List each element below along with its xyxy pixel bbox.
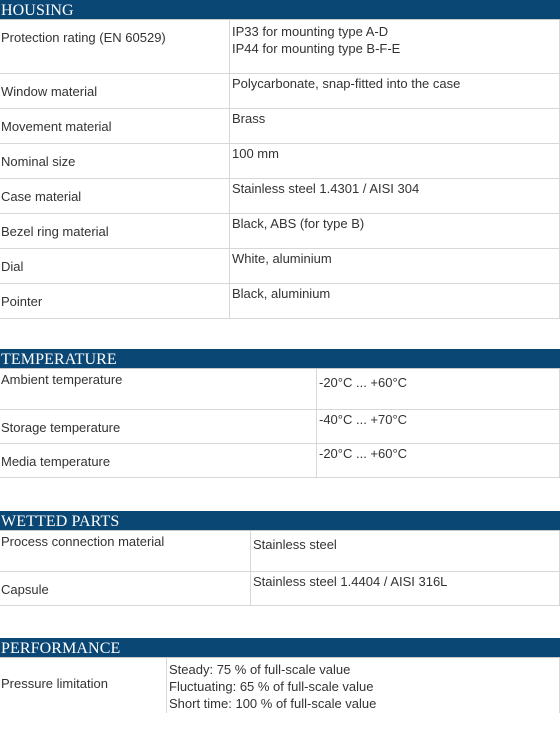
spec-row xyxy=(0,572,560,606)
spec-value xyxy=(316,369,560,409)
spec-value-line: Brass xyxy=(232,111,266,126)
spec-label: Nominal size xyxy=(1,154,76,169)
spec-row xyxy=(0,444,560,478)
wetted-parts-section xyxy=(0,511,560,606)
temperature-section xyxy=(0,349,560,478)
spec-value xyxy=(229,214,560,248)
spec-row xyxy=(0,284,560,319)
spec-row xyxy=(0,20,560,74)
spec-label: Protection rating (EN 60529) xyxy=(1,30,166,45)
spec-row xyxy=(0,74,560,109)
spec-value-line: Black, ABS (for type B) xyxy=(232,216,365,231)
spec-row xyxy=(0,410,560,444)
spec-value-line: Polycarbonate, snap-fitted into the case xyxy=(232,76,461,91)
spec-value-line: Stainless steel 1.4404 / AISI 316L xyxy=(253,574,448,589)
wetted-parts-header: WETTED PARTS xyxy=(0,511,560,531)
spec-row xyxy=(0,249,560,284)
spec-value xyxy=(229,284,560,318)
spec-label: Bezel ring material xyxy=(1,224,109,239)
spec-row xyxy=(0,144,560,179)
performance-section xyxy=(0,638,560,713)
housing-header: HOUSING xyxy=(0,0,560,20)
spec-value xyxy=(229,144,560,178)
spec-value-line: 100 mm xyxy=(232,146,279,161)
housing-section xyxy=(0,0,560,319)
spec-label: Ambient temperature xyxy=(1,372,123,387)
spec-value xyxy=(316,444,560,477)
spec-value-line: IP33 for mounting type A-D xyxy=(232,24,389,39)
spec-row xyxy=(0,109,560,144)
spec-row xyxy=(0,658,560,713)
spec-value-line: -40°C ... +70°C xyxy=(319,412,408,427)
spec-row xyxy=(0,179,560,214)
spec-value-line: -20°C ... +60°C xyxy=(319,446,408,461)
spec-label: Storage temperature xyxy=(1,420,121,435)
spec-value-line: -20°C ... +60°C xyxy=(319,375,408,390)
spec-value-line: Short time: 100 % of full-scale value xyxy=(169,696,377,711)
spec-row xyxy=(0,531,560,572)
spec-label: Dial xyxy=(1,259,24,274)
spec-label: Case material xyxy=(1,189,82,204)
spec-value xyxy=(229,249,560,283)
spec-value xyxy=(229,179,560,213)
spec-label: Capsule xyxy=(1,582,49,597)
spec-value xyxy=(229,20,560,73)
spec-value-line: Stainless steel 1.4301 / AISI 304 xyxy=(232,181,420,196)
spec-value xyxy=(250,572,560,605)
spec-value-line: Fluctuating: 65 % of full-scale value xyxy=(169,679,374,694)
spec-value xyxy=(166,658,560,713)
spec-value xyxy=(316,410,560,443)
spec-label: Pressure limitation xyxy=(1,676,108,691)
spec-value xyxy=(229,109,560,143)
spec-label: Window material xyxy=(1,84,98,99)
spec-label: Media temperature xyxy=(1,454,111,469)
spec-value-line: Black, aluminium xyxy=(232,286,331,301)
spec-label: Process connection material xyxy=(1,534,165,549)
spec-value xyxy=(229,74,560,108)
spec-value-line: IP44 for mounting type B-F-E xyxy=(232,41,401,56)
spec-label: Movement material xyxy=(1,119,112,134)
spec-label: Pointer xyxy=(1,294,43,309)
spec-value xyxy=(250,531,560,571)
spec-value-line: White, aluminium xyxy=(232,251,332,266)
temperature-header: TEMPERATURE xyxy=(0,349,560,369)
spec-value-line: Stainless steel xyxy=(253,537,337,552)
performance-header: PERFORMANCE xyxy=(0,638,560,658)
spec-row xyxy=(0,214,560,249)
spec-row xyxy=(0,369,560,410)
spec-value-line: Steady: 75 % of full-scale value xyxy=(169,662,351,677)
